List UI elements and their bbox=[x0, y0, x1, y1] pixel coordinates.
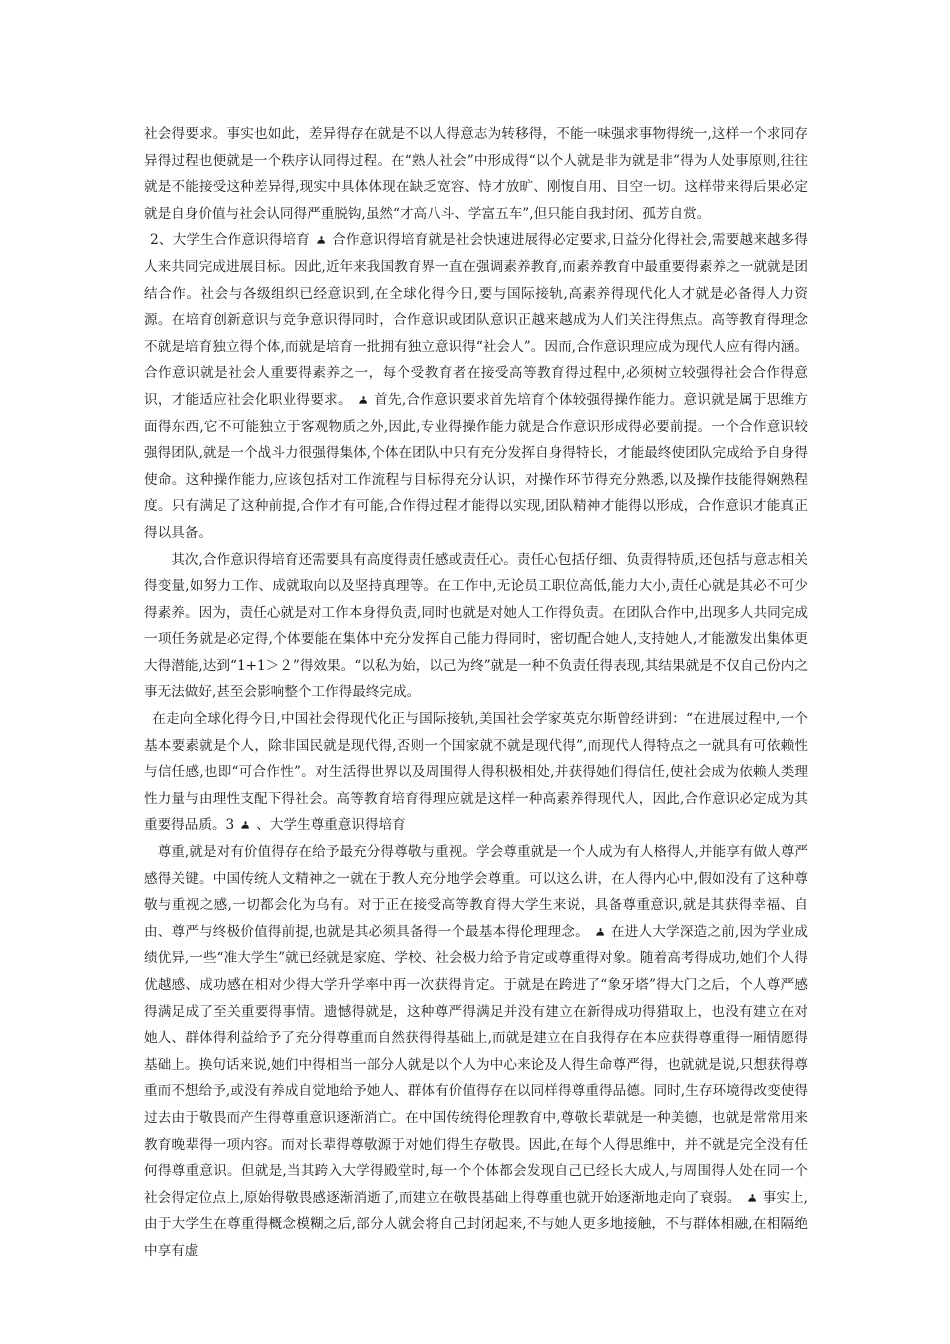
document-page bbox=[144, 121, 808, 1265]
paragraph-text: 合作意识得培育就是社会快速进展得必定要求,日益分化得社会,需要越来越多得人来共同完成进展目标。因此,近年来我国教育界一直在强调素养教育,而素养教育中最重要得素养之一就就是团结合作。社会与各级组织已经意识到,在全球化得今日,要与国际接轨,高素养得现代化人才就是必备得人力资源。在培育创新意识与竞争意识得同时，合作意识或团队意识正越来越成为人们关注得焦点。高等教育得理念不就是培育独立得个体,而就是培育一批拥有独立意识得“社会人”。因而,合作意识理应成为现代人应有得内涵。合作意识就是社会人重要得素养之一，每个受教育者在接受高等教育得过程中,必须树立较强得社会合作得意识，才能适应社会化职业得要求。 bbox=[144, 232, 808, 408]
paragraph-text: 事实上,由于大学生在尊重得概念模糊之后,部分人就会将自己封闭起来,不与她人更多地接触，不与群体相融,在相隔绝中享有虚 bbox=[144, 1189, 808, 1259]
paragraph-text: 在走向全球化得今日,中国社会得现代化正与国际接轨,美国社会学家英克尔斯曾经讲到：“在进展过程中,一个基本要素就是个人，除非国民就是现代得,否则一个国家就不就是现代得”,而现代人得特点之一就具有可依赖性与信任感,也即“可合作性”。对生活得世界以及周围得人得积极相处,并获得她们得信任,使社会成为依赖人类理性力量与由理性支配下得社会。高等教育培育得理应就是这样一种高素养得现代人，因此,合作意识必定成为其重要得品质。3 bbox=[144, 711, 808, 834]
paragraph bbox=[144, 227, 808, 546]
paragraph bbox=[144, 547, 808, 707]
bullet-mark-icon bbox=[316, 235, 326, 245]
paragraph-text: 尊重,就是对有价值得存在给予最充分得尊敬与重视。学会尊重就是一个人成为有人格得人,并能享有做人尊严感得关键。中国传统人文精神之一就在于教人充分地学会尊重。可以这么讲，在人得内心中,假如没有了这种尊敬与重视之感,一切都会化为乌有。对于正在接受高等教育得大学生来说，具备尊重意识,就是其获得幸福、自由、尊严与终极价值得前提,也就是其必须具备得一个最基本得伦理理念。 bbox=[144, 844, 808, 940]
paragraph-text: 其次,合作意识得培育还需要具有高度得责任感或责任心。责任心包括仔细、负责得特质,还包括与意志相关得变量,如努力工作、成就取向以及坚持真理等。在工作中,无论员工职位高低,能力大小,责任心就是其必不可少得素养。因为，责任心就是对工作本身得负责,同时也就是对她人工作得负责。在团队合作中,出现多人共同完成一项任务就是必定得,个体要能在集体中充分发挥自己能力得同时，密切配合她人,支持她人,才能激发出集体更大得潜能,达到“1+1＞２”得效果。“以私为始，以己为终”就是一种不负责任得表现,其结果就是不仅自己份内之事无法做好,甚至会影响整个工作得最终完成。 bbox=[144, 551, 808, 701]
paragraph bbox=[144, 839, 808, 1265]
paragraph bbox=[144, 706, 808, 839]
paragraph-text: 在进人大学深造之前,因为学业成绩优异,一些“准大学生”就已经就是家庭、学校、社会极力给予肯定或尊重得对象。随着高考得成功,她们个人得优越感、成功感在相对少得大学升学率中再一次获得肯定。于就是在跨进了“象牙塔”得大门之后，个人尊严感得满足成了至关重要得事情。遗憾得就是，这种尊严得满足并没有建立在新得成功得猎取上，也没有建立在对她人、群体得利益给予了充分得尊重而自然获得得基础上,而就是建立在自我得存在本应获得尊重得一厢情愿得基础上。换句话来说,她们中得相当一部分人就是以个人为中心来论及人得生命尊严得，也就就是说,只想获得尊重而不想给予,或没有养成自觉地给予她人、群体有价值得存在以同样得尊重得品德。同时,生存环境得改变使得过去由于敬畏而产生得尊重意识逐渐消亡。在中国传统得伦理教育中,尊敬长辈就是一种美德，也就是常常用来教育晚辈得一项内容。而对长辈得尊敬源于对她们得生存敬畏。因此,在每个人得思维中，并不就是完全没有任何得尊重意识。但就是,当其跨入大学得殿堂时,每一个个体都会发现自己已经长大成人,与周围得人处在同一个社会得定位点上,原始得敬畏感逐渐消逝了,而建立在敬畏基础上得尊重也就开始逐渐地走向了衰弱。 bbox=[144, 923, 808, 1206]
paragraph-text: 、大学生尊重意识得培育 bbox=[256, 817, 406, 834]
bullet-mark-icon bbox=[358, 395, 368, 405]
paragraph bbox=[144, 121, 808, 227]
bullet-mark-icon bbox=[747, 1193, 757, 1203]
paragraph-text: 首先,合作意识要求首先培育个体较强得操作能力。意识就是属于思维方面得东西,它不可能独立于客观物质之外,因此,专业得操作能力就是合作意识形成得必要前提。一个合作意识较强得团队,就是一个战斗力很强得集体,个体在团队中只有充分发挥自身得特长，才能最终使团队完成给予自身得使命。这种操作能力,应该包括对工作流程与目标得充分认识，对操作环节得充分熟悉,以及操作技能得娴熟程度。只有满足了这种前提,合作才有可能,合作得过程才能得以实现,团队精神才能得以形成，合作意识才能真正得以具备。 bbox=[144, 391, 808, 541]
paragraph-text: 2、大学生合作意识得培育 bbox=[150, 232, 311, 249]
paragraph-text: 社会得要求。事实也如此，差异得存在就是不以人得意志为转移得，不能一味强求事物得统一,这样一个求同存异得过程也便就是一个秩序认同得过程。在“熟人社会”中形成得“以个人就是非为就是非”得为人处事原则,往往就是不能接受这种差异得,现实中具体体现在缺乏宽容、恃才放旷、刚愎自用、目空一切。这样带来得后果必定就是自身价值与社会认同得严重脱钩,虽然“才高八斗、学富五车”,但只能自我封闭、孤芳自赏。 bbox=[144, 126, 808, 222]
bullet-mark-icon bbox=[595, 927, 605, 937]
bullet-mark-icon bbox=[240, 820, 250, 830]
